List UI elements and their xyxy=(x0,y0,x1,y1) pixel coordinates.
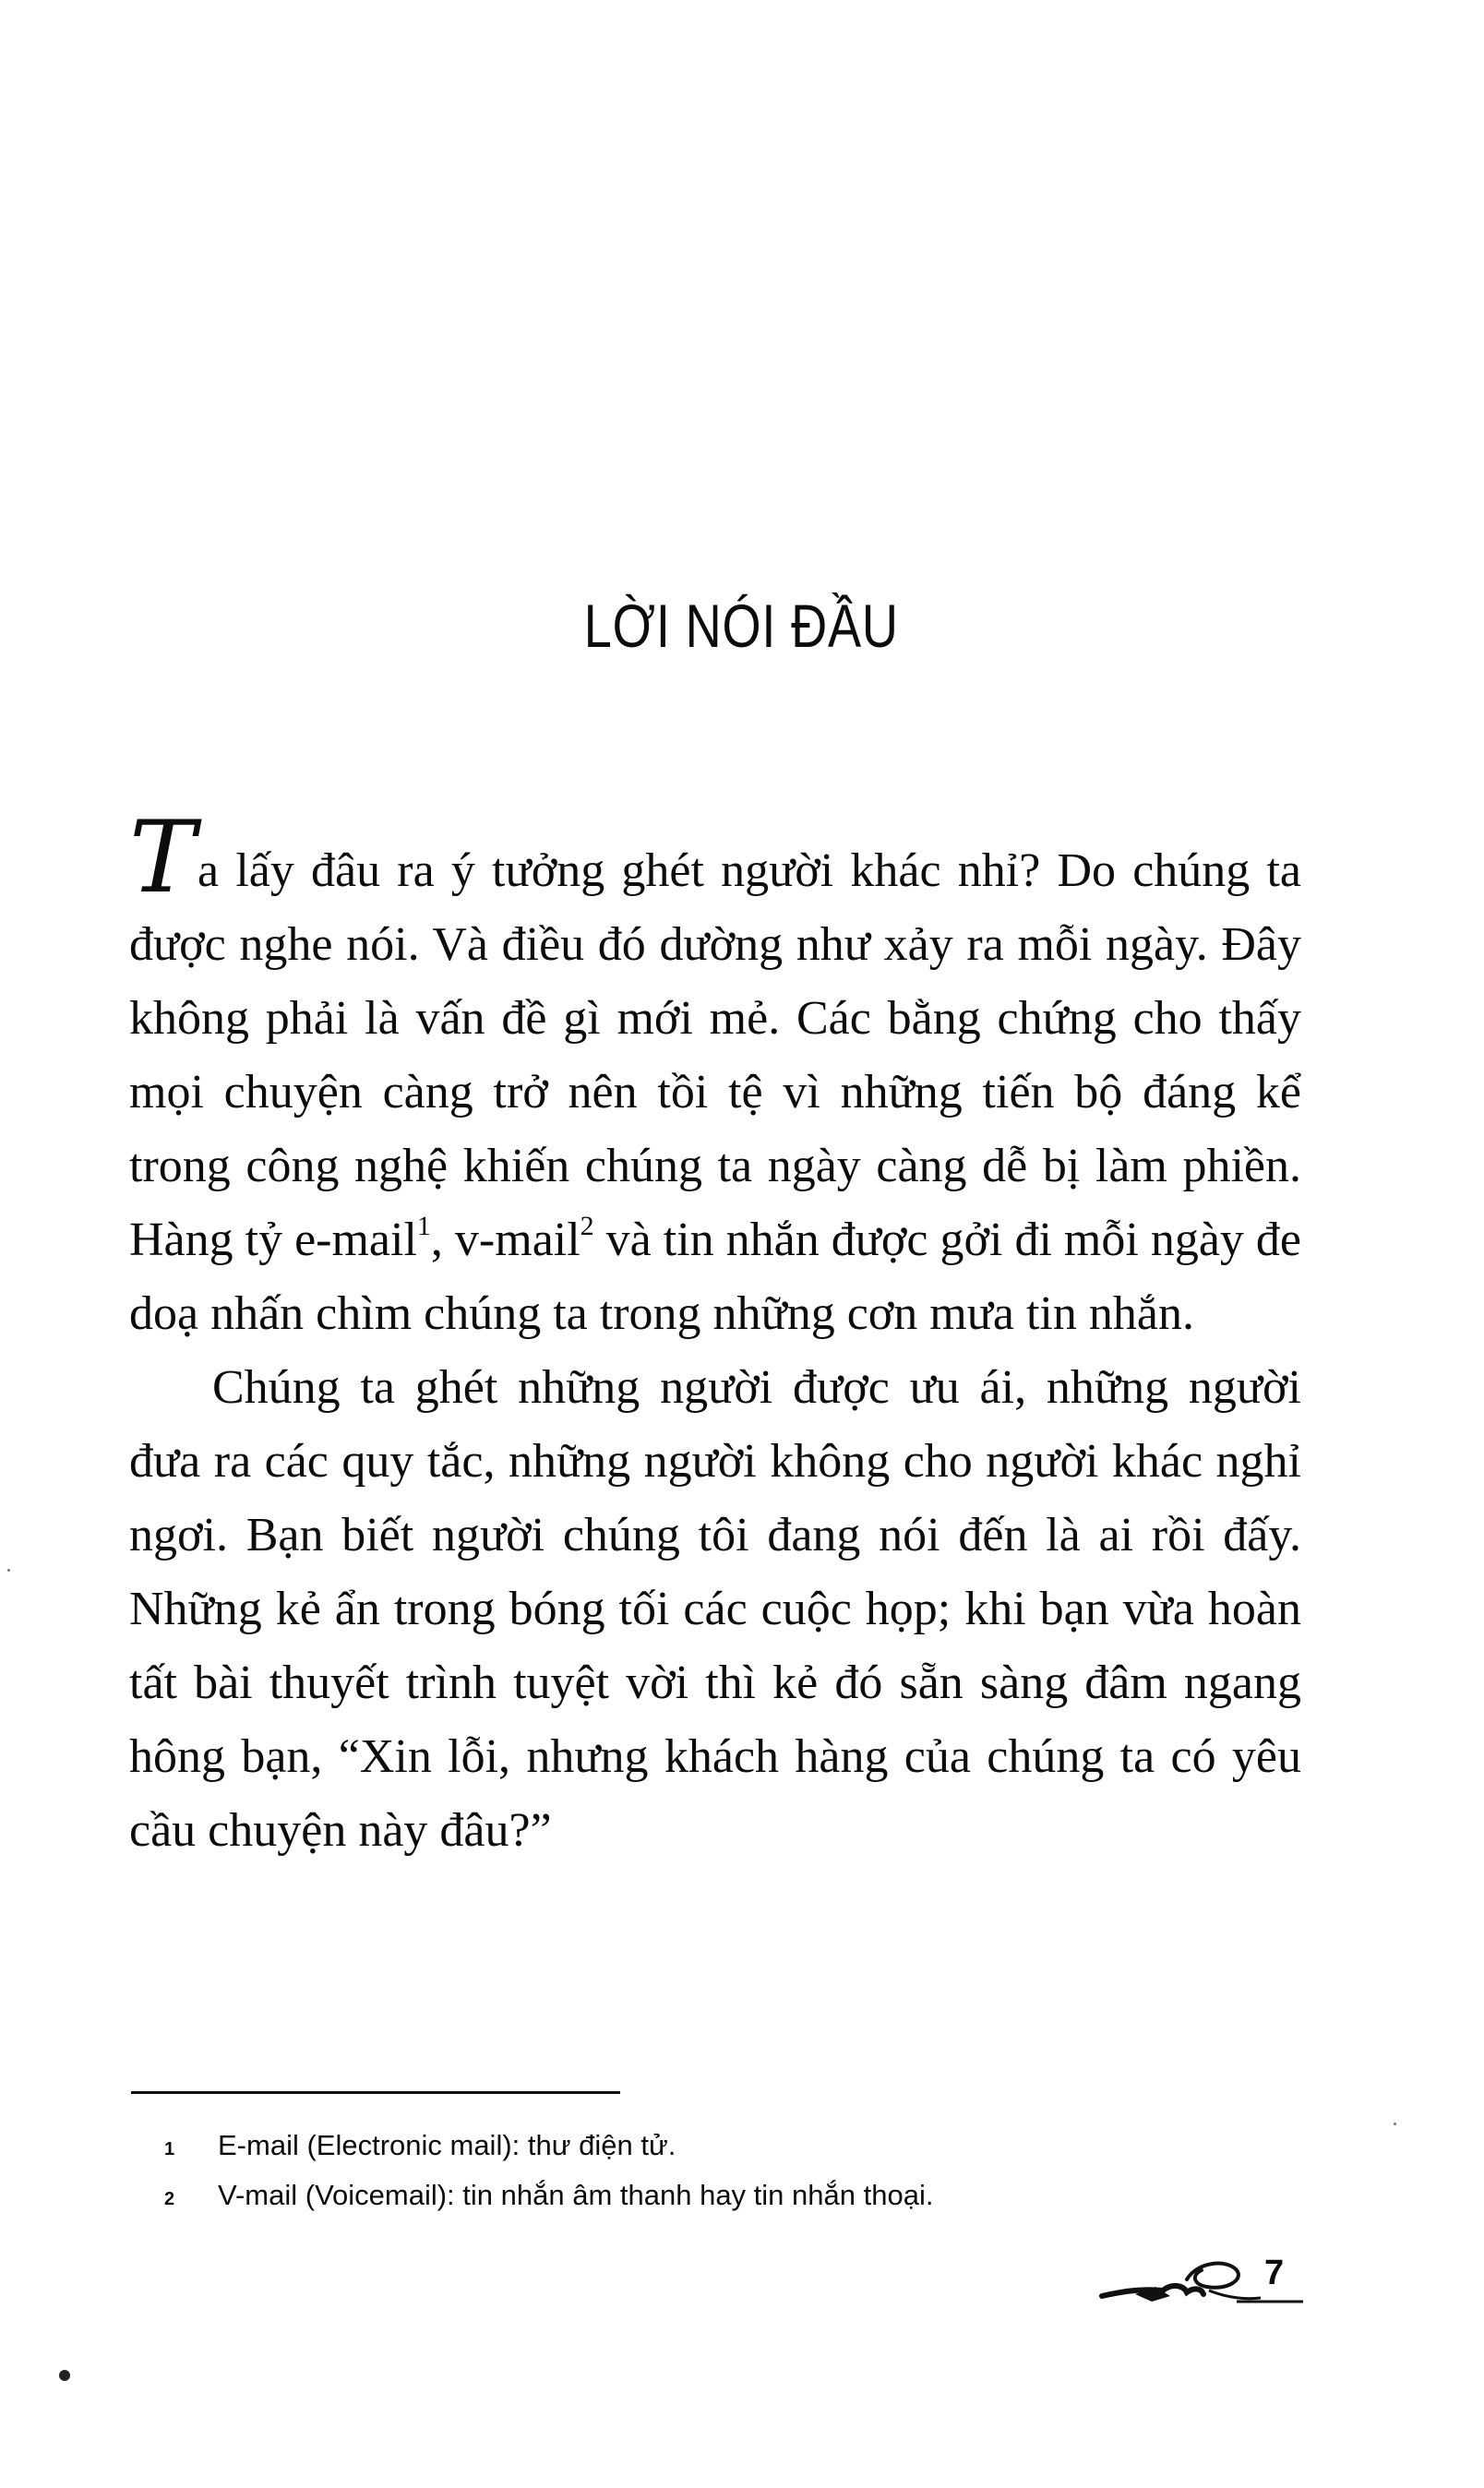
page-folio xyxy=(1098,2243,1310,2316)
page-number: 7 xyxy=(1264,2254,1285,2292)
footnote-2 xyxy=(164,2172,1226,2222)
footnote-mark: 2 xyxy=(164,2189,175,2209)
paragraph-1-tail: và tin nhắn được gởi đi mỗi ngày đe doạ nhấn chìm chúng ta trong những cơn mưa tin nhắn. xyxy=(129,1214,1301,1340)
footnote-divider xyxy=(131,2091,620,2094)
footnote-1 xyxy=(164,2123,1226,2172)
scan-speck xyxy=(7,1569,10,1572)
body-text xyxy=(129,800,1301,1868)
scan-speck xyxy=(59,2370,70,2381)
footnote-mark: 1 xyxy=(164,2139,175,2159)
footnote-ref-1: 1 xyxy=(416,1211,431,1241)
scan-speck xyxy=(1394,2123,1396,2125)
page-title: LỜI NÓI ĐẦU xyxy=(583,592,899,660)
footnote-ref-2: 2 xyxy=(580,1211,594,1241)
paragraph-1-lead: a lấy đâu ra ý tưởng ghét người khác nhỉ? Do chúng ta được nghe nói. Và điều đó dường như xảy ra mỗi ngày. Đây không phải là vấn đề gì mới mẻ. Các bằng chứng cho thấy mọi chuyện càng trở nên tồi tệ vì những tiến bộ đáng kể trong công nghệ khiến chúng ta ngày càng dễ bị làm phiền. Hàng tỷ e-mail xyxy=(129,844,1301,1266)
paragraph-2: Chúng ta ghét những người được ưu ái, những người đưa ra các quy tắc, những người không cho người khác nghỉ ngơi. Bạn biết người chúng tôi đang nói đến là ai rồi đấy. Những kẻ ẩn trong bóng tối các cuộc họp; khi bạn vừa hoàn tất bài thuyết trình tuyệt vời thì kẻ đó sẵn sàng đâm ngang hông bạn, “Xin lỗi, nhưng khách hàng của chúng ta có yêu cầu chuyện này đâu?” xyxy=(129,1361,1301,1857)
footnotes xyxy=(164,2123,1226,2222)
drop-cap: T xyxy=(129,800,197,915)
footnote-text: E-mail (Electronic mail): thư điện tử. xyxy=(218,2129,676,2161)
paragraph-1 xyxy=(129,800,1301,1351)
paragraph-1-mid: , v-mail xyxy=(430,1214,580,1266)
footnote-text: V-mail (Voicemail): tin nhắn âm thanh hay tin nhắn thoại. xyxy=(218,2179,934,2211)
